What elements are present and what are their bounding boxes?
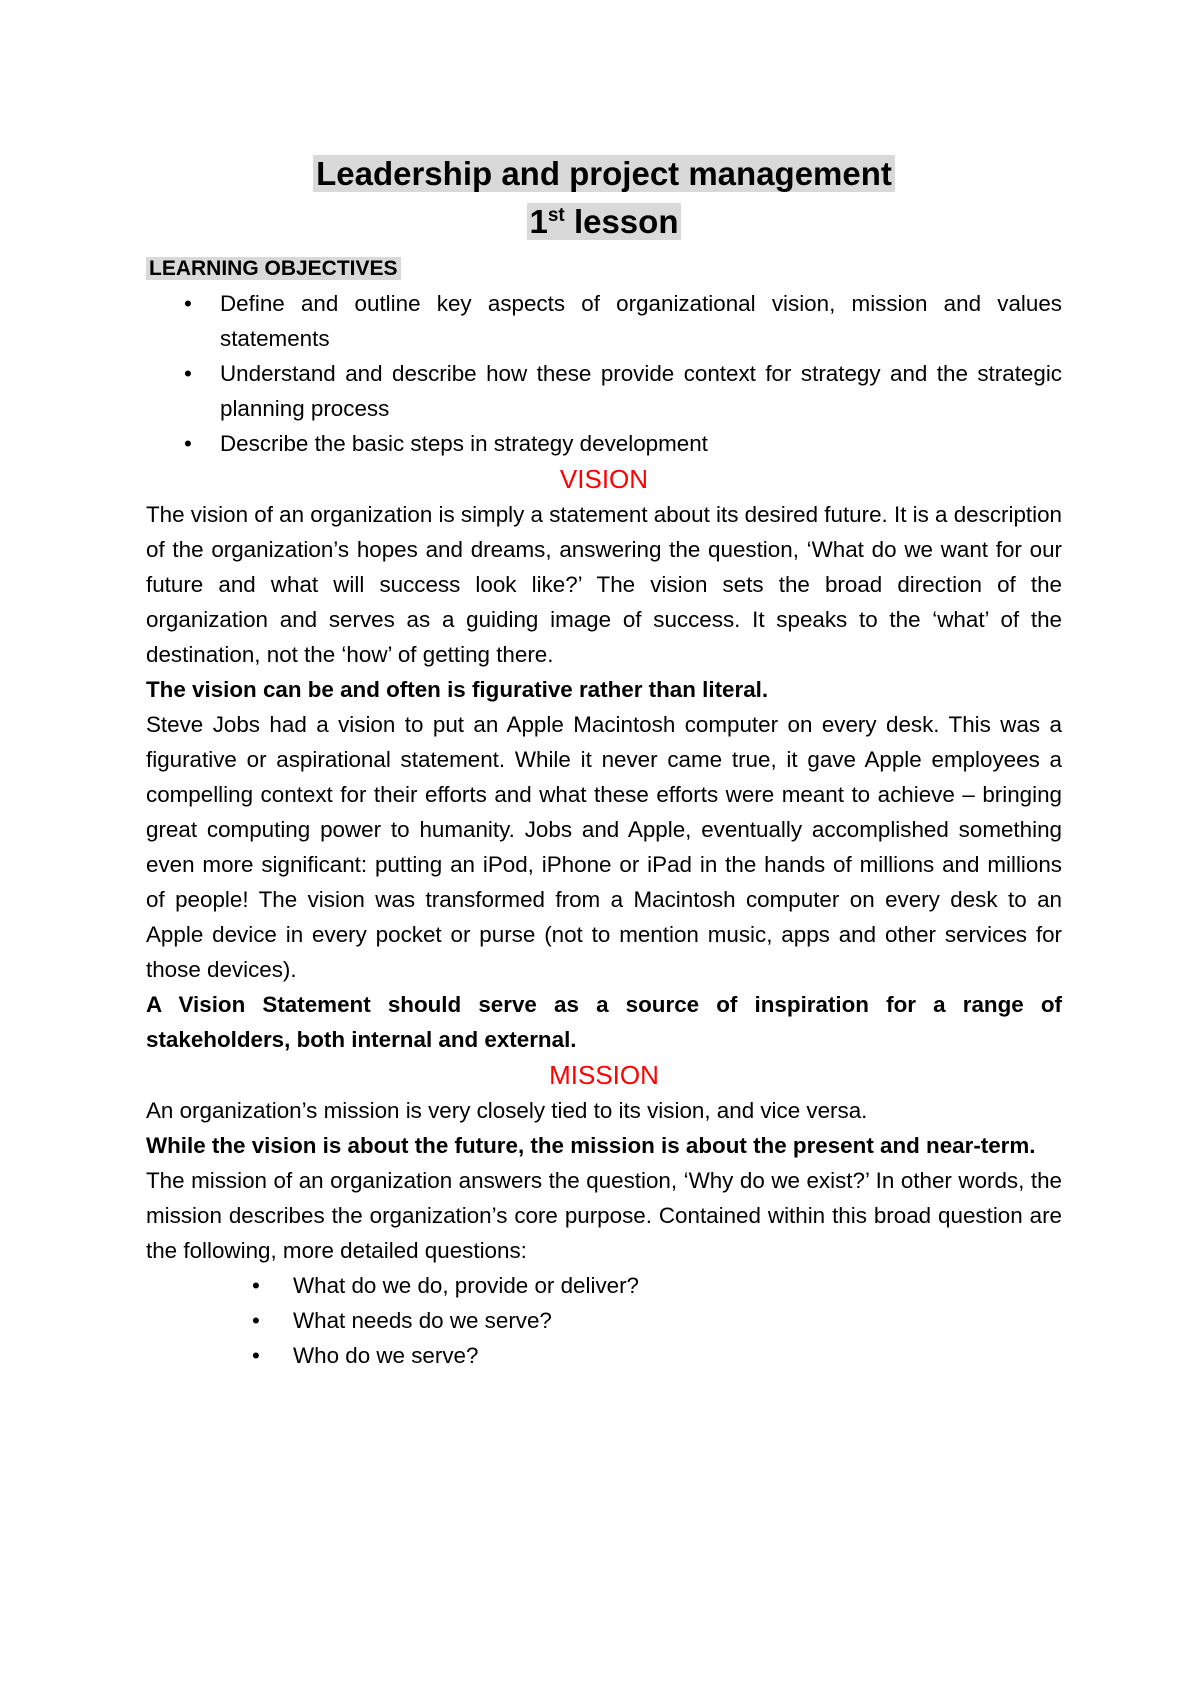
vision-heading: VISION [559, 464, 649, 494]
mission-bold-statement: While the vision is about the future, the mission is about the present and near-term. [146, 1133, 1036, 1158]
lesson-title [146, 198, 1062, 246]
lesson-word: lesson [573, 203, 679, 240]
document-title [146, 150, 1062, 198]
bullet-icon: • [252, 1273, 260, 1298]
mission-heading: MISSION [549, 1060, 659, 1090]
objectives-heading [146, 252, 1062, 286]
lesson-number: 1 [529, 203, 548, 240]
objective-item [146, 356, 1062, 426]
bullet-icon: • [252, 1343, 260, 1368]
objective-text: Describe the basic steps in strategy development [220, 431, 708, 456]
vision-bold-statement-2: A Vision Statement should serve as a source of inspiration for a range of stakeholders, both internal and external. [146, 992, 1062, 1052]
mission-question-text: Who do we serve? [293, 1343, 479, 1368]
mission-question-item [146, 1338, 1062, 1373]
objective-item [146, 426, 1062, 461]
lesson-label [527, 203, 682, 240]
vision-paragraph-1: The vision of an organization is simply a statement about its desired future. It is a description of the organization’s hopes and dreams, answering the question, ‘What do we want for our future and what will success look like?’ The vision sets the broad direction of the organization and serves as a guiding image of success. It speaks to the ‘what’ of the destination, not the ‘how’ of getting there. [146, 502, 1062, 667]
objective-text: Understand and describe how these provide context for strategy and the strategic planning process [220, 361, 1062, 421]
mission-question-text: What do we do, provide or deliver? [293, 1273, 639, 1298]
title-line-1: Leadership and project management [313, 155, 895, 192]
bullet-icon: • [184, 431, 192, 456]
bullet-icon: • [184, 291, 192, 316]
lesson-ordinal-suffix: st [547, 205, 565, 226]
mission-questions-list [146, 1268, 1062, 1373]
objective-item [146, 286, 1062, 356]
objectives-list [146, 286, 1062, 461]
document-page [146, 150, 1062, 1373]
mission-paragraph-1: An organization’s mission is very closely tied to its vision, and vice versa. [146, 1098, 868, 1123]
objectives-heading-text: LEARNING OBJECTIVES [146, 257, 401, 280]
mission-question-text: What needs do we serve? [293, 1308, 552, 1333]
mission-paragraph-2: The mission of an organization answers the question, ‘Why do we exist?’ In other words, the mission describes the organization’s core purpose. Contained within this broad question are the following, more detailed questions: [146, 1168, 1062, 1263]
vision-paragraph-2: Steve Jobs had a vision to put an Apple Macintosh computer on every desk. This was a figurative or aspirational statement. While it never came true, it gave Apple employees a compelling context for their efforts and what these efforts were meant to achieve – bringing great computing power to humanity. Jobs and Apple, eventually accomplished something even more significant: putting an iPod, iPhone or iPad in the hands of millions and millions of people! The vision was transformed from a Macintosh computer on every desk to an Apple device in every pocket or purse (not to mention music, apps and other services for those devices). [146, 712, 1062, 982]
bullet-icon: • [252, 1308, 260, 1333]
mission-question-item [146, 1303, 1062, 1338]
vision-bold-statement-1: The vision can be and often is figurative rather than literal. [146, 677, 769, 702]
bullet-icon: • [184, 361, 192, 386]
mission-question-item [146, 1268, 1062, 1303]
objective-text: Define and outline key aspects of organizational vision, mission and values statements [220, 291, 1062, 351]
